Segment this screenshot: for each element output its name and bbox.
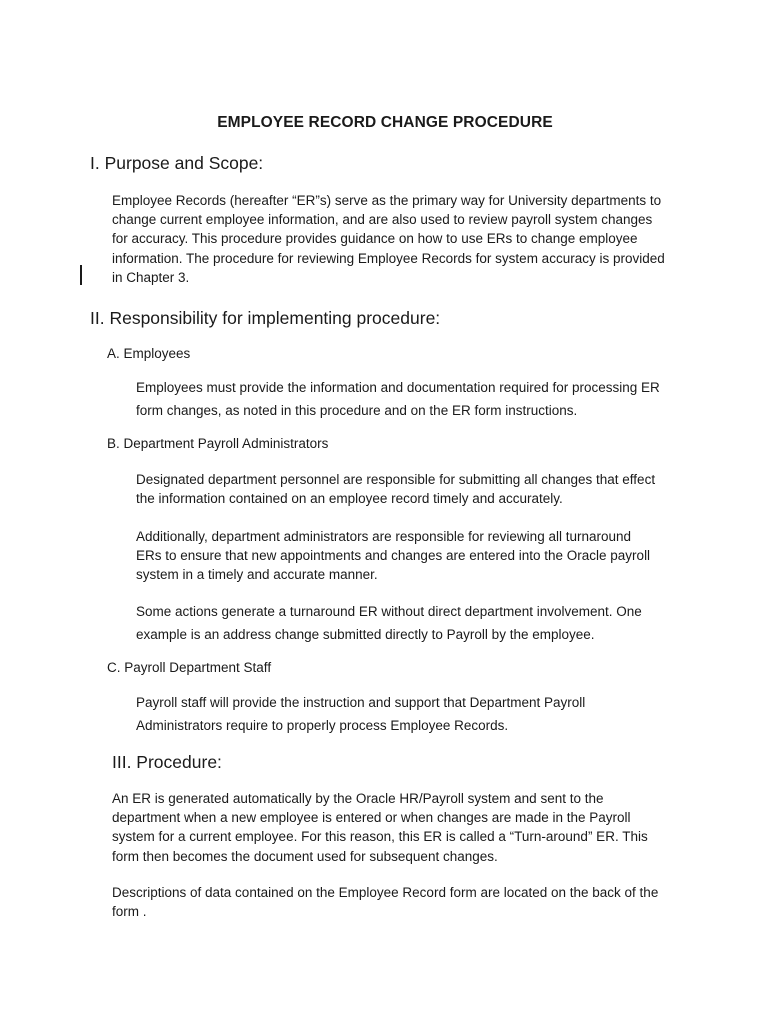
text-line: Payroll staff will provide the instruction and support that Department Payroll [136,695,586,710]
text-line: system in a timely and accurate manner. [136,567,378,583]
text-line: Some actions generate a turnaround ER without direct department involvement. One [136,604,642,619]
text-line: for accuracy. This procedure provides guidance on how to use ERs to change employee [112,231,638,247]
section-heading-procedure: III. Procedure: [112,752,222,772]
payroll-staff-paragraph [136,692,585,737]
text-line: example is an address change submitted directly to Payroll by the employee. [136,626,595,642]
text-line: the information contained on an employee record timely and accurately. [136,491,563,507]
text-line: Employee Records (hereafter “ER”s) serve as the primary way for University departments to [112,193,662,208]
procedure-paragraph-2 [112,883,658,921]
text-line: Additionally, department administrators are responsible for reviewing all turnaround [136,529,632,544]
purpose-scope-paragraph [112,191,665,287]
text-line: system for a current employee. For this reason, this ER is called a “Turn-around” ER. This [112,829,648,845]
text-line: department when a new employee is entered or when changes are made in the Payroll [112,810,631,826]
text-line: information. The procedure for reviewing Employee Records for system accuracy is provided [112,250,665,266]
text-line: Administrators require to properly process Employee Records. [136,717,509,733]
text-line: form changes, as noted in this procedure and on the ER form instructions. [136,402,578,418]
dept-admin-paragraph-3 [136,601,642,646]
subsection-heading-employees: A. Employees [107,346,191,361]
subsection-heading-payroll-department-staff: C. Payroll Department Staff [107,660,272,675]
revision-change-bar [80,265,82,285]
employees-paragraph [136,377,660,422]
text-line: ERs to ensure that new appointments and changes are entered into the Oracle payroll [136,548,651,564]
procedure-paragraph-1 [112,789,648,866]
document-title: EMPLOYEE RECORD CHANGE PROCEDURE [217,114,553,131]
section-heading-responsibility: II. Responsibility for implementing procedure: [90,308,441,328]
subsection-heading-department-payroll-administrators: B. Department Payroll Administrators [107,436,329,451]
text-line: An ER is generated automatically by the Oracle HR/Payroll system and sent to the [112,791,604,806]
text-line: Designated department personnel are responsible for submitting all changes that effect [136,472,656,487]
text-line: Descriptions of data contained on the Employee Record form are located on the back of the [112,885,659,900]
section-heading-purpose-scope: I. Purpose and Scope: [90,153,264,173]
text-line: Employees must provide the information and documentation required for processing ER [136,380,660,395]
dept-admin-paragraph-1 [136,470,655,508]
text-line: change current employee information, and are also used to review payroll system changes [112,212,653,228]
dept-admin-paragraph-2 [136,527,650,585]
text-line: in Chapter 3. [112,269,190,285]
text-line: form . [112,904,147,920]
text-line: form then becomes the document used for subsequent changes. [112,848,498,864]
